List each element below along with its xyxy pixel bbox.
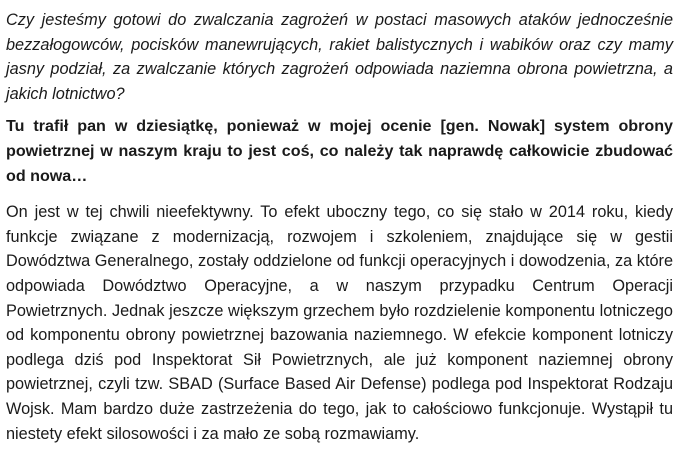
answer-paragraph: On jest w tej chwili nieefektywny. To efekt uboczny tego, co się stało w 2014 roku, kiedy funkcje związane z modernizacją, rozwojem i szkoleniem, znajdujące się w gestii Dowództwa Generalnego, zostały oddzielone od funkcji operacyjnych i dowodzenia, za które odpowiada Dowództwo Operacyjne, a w naszym przypadku Centrum Operacji Powietrznych. Jednak jeszcze większym grzechem było rozdzielenie komponentu lotniczego od komponentu obrony powietrznej bazowania naziemnego. W efekcie komponent lotniczy podlega dziś pod Inspektorat Sił Powietrznych, ale już komponent naziemnej obrony powietrznej, czyli tzw. SBAD (Surface Based Air Defense) podlega pod Inspektorat Rodzaju Wojsk. Mam bardzo duże zastrzeżenia do tego, jak to całościowo funkcjonuje. Wystąpił tu niestety efekt silosowości i za mało ze sobą rozmawiamy. <box>6 203 673 443</box>
answer-lead: Tu trafił pan w dziesiątkę, ponieważ w mojej ocenie [gen. Nowak] system obrony powietrznej w naszym kraju to jest coś, co należy tak naprawdę całkowicie zbudować od nowa… <box>6 117 673 185</box>
interview-question: Czy jesteśmy gotowi do zwalczania zagrożeń w postaci masowych ataków jednocześnie bezzałogowców, pocisków manewrujących, rakiet balistycznych i wabików oraz czy mamy jasny podział, za zwalczanie których zagrożeń odpowiada naziemna obrona powietrzna, a jakich lotnictwo? <box>6 11 673 103</box>
